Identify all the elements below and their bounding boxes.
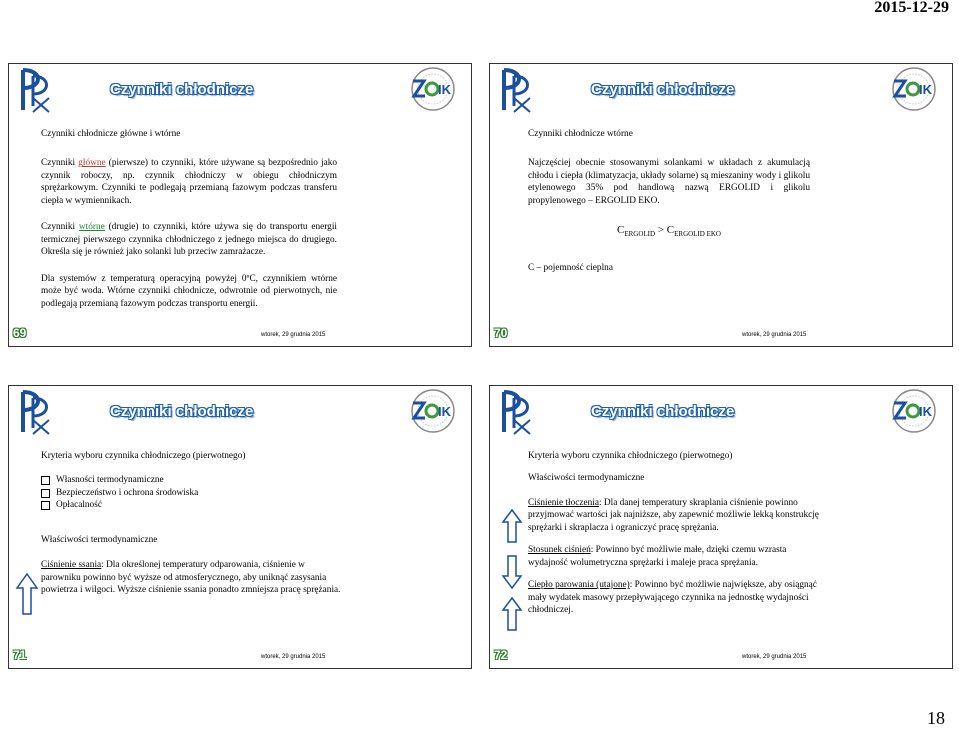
zcik-logo-text: IK — [438, 82, 451, 97]
slide-header — [490, 64, 952, 116]
up-arrow-icon — [501, 596, 523, 632]
subheading: Właściwości termodynamiczne — [41, 534, 158, 545]
zcik-logo-icon — [884, 66, 944, 112]
slide-body — [528, 450, 820, 617]
slide-70 — [489, 63, 953, 347]
zcik-logo-icon — [403, 388, 463, 434]
checklist-item — [41, 474, 341, 486]
slide-header — [9, 386, 471, 438]
zcik-logo-text: IK — [919, 404, 932, 419]
text: : Powinno być możliwie największe, aby osiągnąć mały wydatek masowy przepływającego czynnika na jednostkę wydajności chłodniczej. — [528, 580, 817, 616]
paragraph: Najczęściej obecnie stosowanymi solankami w układach z akumulacją chłodu i ciepła (klimatyzacja, układy solarne) są mieszaniny wody i glikolu etylenowego 35% pod handlową nazwą ERGOLID i glikolu propylenowego – ERGOLID EKO. — [528, 158, 810, 206]
slide-number: 69 — [13, 326, 27, 340]
text: (pierwsze) to czynniki, które używane są bezpośrednio jako czynnik roboczy, np. czynnik chłodniczy w obiegu chłodniczym sprężarkowym. Czynniki te podlegają przemianą fazowym podczas transferu ciepła w wymiennikach. — [41, 158, 337, 206]
text: (drugie) to czynniki, które używa się do transportu energii termicznej pierwszego czynnika chłodniczego z jednego miejsca do drugiego. Określa się je również jako solanki lub przeciw zamrażacze. — [41, 222, 337, 258]
checklist-label: Własności termodynamiczne — [56, 475, 164, 486]
pp-logo-icon — [500, 388, 536, 436]
formula-c2: C — [666, 224, 675, 237]
zcik-logo-icon — [884, 388, 944, 434]
primary-link[interactable]: główne — [78, 158, 106, 169]
term-link[interactable]: Stosunek ciśnień — [528, 545, 591, 556]
slide-71 — [8, 385, 472, 669]
paragraph — [41, 559, 341, 596]
pp-logo-icon — [19, 388, 55, 436]
slide-body — [41, 128, 337, 310]
slide-footer: wtorek, 29 grudnia 2015 — [742, 654, 807, 660]
term-link[interactable]: Ciśnienie ssania — [41, 560, 102, 571]
slide-body — [528, 128, 810, 274]
down-arrow-icon — [501, 554, 523, 590]
checklist-item — [41, 499, 341, 511]
formula — [528, 223, 810, 240]
header-title: Czynniki chłodnicze — [591, 81, 735, 98]
paragraph — [528, 579, 820, 616]
page-number: 18 — [927, 708, 945, 728]
paragraph — [528, 544, 820, 569]
pp-logo-icon — [19, 66, 55, 114]
slide-69 — [8, 63, 472, 347]
checklist-label: Opłacalność — [56, 500, 102, 511]
checkbox-icon — [41, 489, 50, 498]
page-date: 2015-12-29 — [874, 0, 949, 16]
formula-gt: > — [655, 224, 667, 237]
paragraph — [41, 221, 337, 258]
slide-heading: Kryteria wyboru czynnika chłodniczego (pierwotnego) — [41, 451, 246, 461]
slide-number: 71 — [13, 648, 27, 662]
up-arrow-icon — [15, 572, 39, 616]
slide-heading: Czynniki chłodnicze główne i wtórne — [41, 129, 181, 139]
text: : Dla danej temperatury skraplania ciśnienie powinno przyjmować wartości jak najniższe, aby zapewnić możliwie lekką konstrukcję sprężarki i skraplacza i ograniczyć pracę sprężania. — [528, 497, 819, 533]
slide-number: 70 — [494, 326, 508, 340]
text: : Powinno być możliwie małe, dzięki czemu wzrasta wydajność wolumetryczna sprężarki i maleje praca sprężania. — [528, 545, 787, 568]
slide-heading: Czynniki chłodnicze wtórne — [528, 129, 633, 139]
paragraph — [41, 157, 337, 207]
slide-72 — [489, 385, 953, 669]
checkbox-icon — [41, 501, 50, 510]
zcik-logo-text: IK — [919, 82, 932, 97]
up-arrow-icon — [501, 508, 523, 544]
secondary-link[interactable]: wtórne — [78, 222, 105, 233]
slide-body — [41, 450, 341, 597]
paragraph: C – pojemność cieplna — [528, 262, 613, 273]
zcik-logo-icon — [403, 66, 463, 112]
checklist-label: Bezpieczeństwo i ochrona środowiska — [56, 487, 199, 498]
formula-sub2: ERGOLID EKO — [674, 230, 721, 239]
slide-heading: Kryteria wyboru czynnika chłodniczego (pierwotnego) — [528, 451, 733, 461]
term-link[interactable]: Ciśnienie tłoczenia — [528, 497, 599, 508]
slide-number: 72 — [494, 648, 508, 662]
checklist-item — [41, 487, 341, 499]
pp-logo-icon — [500, 66, 536, 114]
text: : Dla określonej temperatury odparowania, ciśnienie w parowniku powinno być wyższe od atmosferycznego, aby uniknąć zasysania powietrza i wilgoci. Wyższe ciśnienie ssania ponadto zmniejsza pracę sprężania. — [41, 560, 341, 596]
checkbox-icon — [41, 476, 50, 485]
paragraph — [528, 497, 820, 534]
formula-c1: C — [617, 224, 625, 237]
paragraph: Dla systemów z temperaturą operacyjną powyżej 0ºC, czynnikiem wtórne może być woda. Wtórne czynniki chłodnicze, odwrotnie od pierwotnych, nie podlegają przemianą fazowym podczas transportu energii. — [41, 273, 337, 309]
term-link[interactable]: Ciepło parowania (utajone) — [528, 580, 630, 591]
header-title: Czynniki chłodnicze — [110, 403, 254, 420]
header-title: Czynniki chłodnicze — [110, 81, 254, 98]
slide-footer: wtorek, 29 grudnia 2015 — [261, 332, 326, 338]
formula-sub1: ERGOLID — [624, 230, 656, 239]
zcik-logo-text: IK — [438, 404, 451, 419]
text: Czynniki — [41, 158, 79, 169]
slide-footer: wtorek, 29 grudnia 2015 — [742, 332, 807, 338]
text: Czynniki — [41, 222, 79, 233]
slide-header — [9, 64, 471, 116]
slide-header — [490, 386, 952, 438]
slide-footer: wtorek, 29 grudnia 2015 — [261, 654, 326, 660]
subheading: Właściwości termodynamiczne — [528, 473, 645, 484]
header-title: Czynniki chłodnicze — [591, 403, 735, 420]
